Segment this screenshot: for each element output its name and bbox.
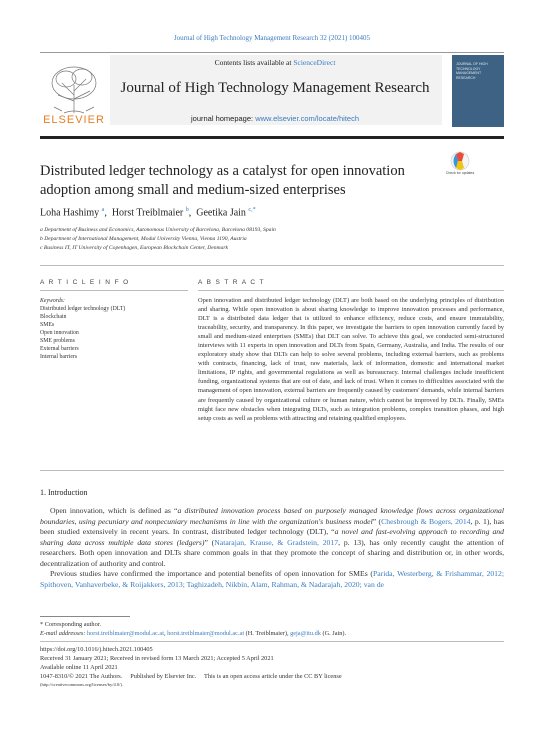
keyword-item: Blockchain — [40, 314, 67, 320]
introduction-paragraph — [40, 569, 504, 590]
received-dates: Received 31 January 2021; Received in revised form 13 March 2021; Accepted 5 April 2021 — [40, 655, 274, 662]
email-line — [40, 630, 504, 637]
check-for-updates-label: Check for updates — [445, 171, 475, 175]
footnote-rule — [40, 616, 130, 617]
doi-link[interactable]: https://doi.org/10.1016/j.hitech.2021.100405 — [40, 646, 153, 653]
email-link[interactable]: horst.treiblmaier@modul.ac.at — [167, 630, 245, 637]
introduction-heading: 1. Introduction — [40, 488, 88, 497]
text-run: Open innovation, which is defined as “ — [50, 506, 178, 515]
author-affil-mark[interactable]: c,* — [248, 207, 256, 213]
journal-reference[interactable]: Journal of High Technology Management Research 32 (2021) 100405 — [173, 34, 371, 42]
author-name[interactable]: Loha Hashimy — [40, 207, 100, 219]
masthead-top-rule — [40, 52, 504, 53]
email-label: E-mail addresses: — [40, 630, 87, 637]
affiliation: b Department of International Management, Modul University Vienna, Vienna 1190, Austria — [40, 236, 247, 242]
license-link[interactable]: (http://creativecommons.org/licenses/by/4.0/). — [40, 682, 124, 687]
sciencedirect-link[interactable]: ScienceDirect — [293, 58, 336, 67]
article-title-line-1: Distributed ledger technology as a catalyst for open innovation — [40, 163, 405, 179]
keyword-item: SME problems — [40, 338, 75, 344]
affiliation: a Department of Business and Economics, Autonomous University of Barcelona, Barcelona 08193, Spain — [40, 227, 276, 233]
citation-link[interactable]: Natarajan, Krause, & Gradstein, 2017 — [214, 537, 339, 547]
definition-quote: a novel and fast-evolving approach to recording and sharing data across multiple data stores (ledgers) — [40, 527, 504, 547]
definition-quote: a distributed innovation process based on purposely managed knowledge flows across organizational boundaries, using pecuniary and nonpecuniary mechanisms in line with the organization's business model — [40, 506, 504, 526]
author-name[interactable]: Horst Treiblmaier — [111, 207, 184, 219]
text-run: , p. 1), has been studied extensively in recent years. In contrast, distributed ledger technology (DLT), “ — [40, 516, 504, 536]
article-info-rule — [40, 290, 188, 291]
article-title — [40, 162, 440, 200]
homepage-link[interactable]: www.elsevier.com/locate/hitech — [255, 114, 359, 123]
homepage-prefix: journal homepage: — [190, 114, 256, 123]
email-link[interactable]: geja@itu.dk — [290, 630, 321, 637]
affiliation: c Business IT, IT University of Copenhagen, European Blockchain Center, Denmark — [40, 245, 229, 251]
section-divider — [40, 265, 504, 266]
introduction-paragraph — [40, 506, 504, 569]
text-run: , p. 13), has only recently caught the attention of researchers. Both open innovation and DLTs share common goals in that they promote the concept of sharing and distribution or, in other words, decentralization of authority and control. — [40, 537, 504, 568]
contents-prefix: Contents lists available at — [214, 58, 294, 67]
keyword-item: Open innovation — [40, 330, 79, 336]
abstract-rule — [198, 290, 504, 291]
text-run: (G. Jain). — [320, 630, 347, 637]
abstract-heading: A B S T R A C T — [198, 279, 265, 286]
keyword-item: External barriers — [40, 346, 79, 352]
online-date: Available online 11 April 2021 — [40, 664, 118, 671]
article-title-line-2: adoption among small and medium-sized enterprises — [40, 182, 346, 198]
journal-title: Journal of High Technology Management Research — [120, 80, 430, 96]
text-run: ” ( — [372, 516, 382, 526]
author-name[interactable]: Geetika Jain — [196, 207, 246, 219]
corresponding-author-note: * Corresponding author. — [40, 621, 102, 628]
abstract-text: Open innovation and distributed ledger technology (DLT) are both based on the underlying principles of distribution and sharing. While open innovation is about sharing knowledge to improve innovation processes and performance, DLT is a distributed data ledger that is utilized to enhance efficiency, reduce costs, and ensure immutability, traceability, security, and transparency. In this paper, we investigate the barriers to open innovation currently faced by small and medium-sized enterprises (SMEs) that DLT can solve. To achieve this goal, we conducted semi-structured interviews with 11 experts in open innovation and DLTs from Spain, Germany, Australia, and India. The results of our exploratory study show that DLTs can help to solve several problems, including external barriers, such as problems with contracts, financing, lack of trust, raw materials, lack of information, domestic and international market limitations, IP rights, and governmental regulations as well as bureaucracy. Internal challenges include insufficient funding, organizational systems that are out of date, and lack of trust. When it comes to difficulties associated with the management of open innovation, external barriers are frequently caused by customers' demands, while internal barriers are frequently caused by organizational culture or human nature, which cannot be improved by DLTs. Finally, SMEs might face new obstacles when integrating DLTs, such as integration problems, complex transition phases, and high setup costs as well as problems with attracting and retaining qualified employees. — [198, 297, 504, 422]
footnote-divider — [40, 641, 504, 642]
masthead-bottom-rule — [40, 136, 504, 139]
text-run: Previous studies have confirmed the importance and potential benefits of open innovation for SMEs ( — [50, 569, 373, 578]
cover-title: JOURNAL OF HIGH TECHNOLOGY MANAGEMENT RESEARCH — [456, 62, 488, 80]
text-run: (H. Treiblmaier), — [244, 630, 291, 637]
license-statement: 1047-8310/© 2021 The Authors. Published by Elsevier Inc. This is an open access article under the CC BY license — [40, 673, 342, 680]
keywords-label: Keywords: — [40, 298, 65, 304]
text-run: ” ( — [204, 537, 215, 547]
email-link[interactable]: horst.treiblmaier@modul.ac.at — [87, 630, 164, 637]
keyword-item: Internal barriers — [40, 354, 78, 360]
keyword-item: Distributed ledger technology (DLT) — [40, 306, 126, 312]
contents-line — [112, 58, 438, 67]
author-list: Loha Hashimy $^a$, Horst Treiblmaier $^b$, Geetika Jain $^{c,*}$ — [40, 207, 256, 219]
article-info-heading: A R T I C L E I N F O — [40, 279, 130, 286]
author-affil-mark[interactable]: b — [185, 207, 189, 213]
citation-link[interactable]: Chesbrough & Bogers, 2014 — [381, 516, 471, 526]
citation-link[interactable]: Parida, Westerberg, & Frishammar, 2012; Spithoven, Vanhaverbeke, & Roijakkers, 2013; Taghizadeh, Nikbin, Alam, Rahman, & Nadarajah, 2020; van de — [40, 569, 505, 589]
publisher-wordmark: ELSEVIER — [43, 114, 105, 126]
author-affil-mark[interactable]: a — [101, 207, 105, 213]
keyword-item: SMEs — [40, 322, 55, 328]
abstract-end-rule — [40, 470, 504, 471]
introduction-body — [40, 506, 504, 590]
text-run: , — [163, 630, 168, 637]
journal-homepage — [112, 114, 438, 123]
